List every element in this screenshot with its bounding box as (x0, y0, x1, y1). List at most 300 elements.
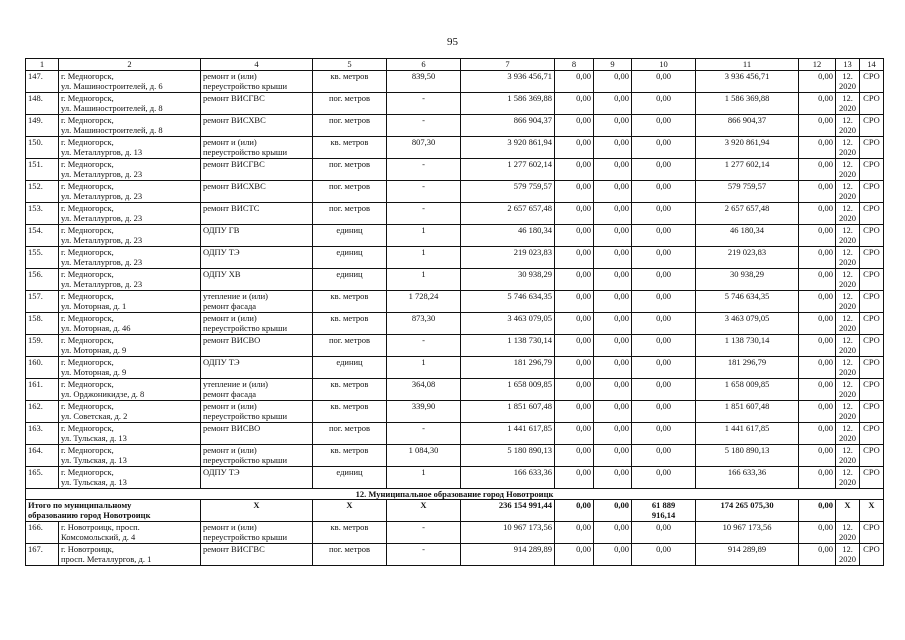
address-cell (59, 401, 201, 423)
row-number (26, 291, 59, 313)
address-cell-text: г. Медногорск, (61, 203, 114, 213)
total-cost-cell (461, 269, 555, 291)
row-number (26, 71, 59, 93)
amount-col9-cell (594, 467, 632, 489)
work-type-cell (201, 313, 313, 335)
address-cell-text: г. Медногорск, (61, 115, 114, 125)
amount-col12-cell (799, 225, 836, 247)
total-cost-cell-text: 1 277 602,14 (507, 159, 552, 169)
month-year-cell (836, 445, 860, 467)
quantity-cell (387, 225, 461, 247)
month-year-cell-text: 12. (842, 269, 853, 279)
row-number (26, 93, 59, 115)
amount-col11-cell (696, 247, 799, 269)
unit-cell-text: единиц (336, 467, 363, 477)
amount-col8-cell-text: 0,00 (576, 269, 591, 279)
work-type-cell (201, 423, 313, 445)
row-number-text: 149. (28, 115, 43, 125)
method-cell-text: СРО (863, 335, 880, 345)
quantity-cell-text: - (422, 181, 425, 191)
total-col9-text: 0,00 (614, 500, 629, 510)
address-cell-text: ул. Орджоникидзе, д. 8 (61, 389, 145, 399)
month-year-cell-text: 2020 (839, 213, 856, 223)
method-cell (860, 93, 884, 115)
month-year-cell-text: 2020 (839, 301, 856, 311)
amount-col8-cell-text: 0,00 (576, 401, 591, 411)
work-type-cell-text: переустройство крыши (203, 323, 288, 333)
month-year-cell (836, 181, 860, 203)
row-number-text: 164. (28, 445, 43, 455)
work-type-cell (201, 445, 313, 467)
work-type-cell-text: ремонт и (или) (203, 137, 257, 147)
row-number (26, 247, 59, 269)
column-number (860, 59, 884, 71)
table-row (26, 357, 884, 379)
work-type-cell-text: ОДПУ ХВ (203, 269, 241, 279)
amount-col8-cell-text: 0,00 (576, 467, 591, 477)
amount-col9-cell (594, 522, 632, 544)
method-cell (860, 357, 884, 379)
unit-cell-text: кв. метров (330, 379, 369, 389)
month-year-cell (836, 93, 860, 115)
amount-col11-cell-text: 866 904,37 (727, 115, 767, 125)
row-number-text: 163. (28, 423, 43, 433)
amount-col10-cell-text: 0,00 (656, 357, 671, 367)
work-type-cell-text: ремонт ВИСХВС (203, 181, 266, 191)
address-cell (59, 357, 201, 379)
total-label (26, 500, 201, 522)
column-number-text: 12 (812, 59, 822, 69)
total-cost-cell (461, 71, 555, 93)
work-type-cell-text: ремонт и (или) (203, 445, 257, 455)
amount-col12-cell-text: 0,00 (818, 181, 833, 191)
unit-cell (313, 137, 387, 159)
month-year-cell-text: 12. (842, 225, 853, 235)
work-type-cell (201, 93, 313, 115)
row-number-text: 167. (28, 544, 43, 554)
total-cost-cell-text: 181 296,79 (513, 357, 552, 367)
total-cost-cell (461, 357, 555, 379)
amount-col10-cell (632, 93, 696, 115)
quantity-cell-text: - (422, 544, 425, 554)
quantity-cell (387, 93, 461, 115)
work-type-cell (201, 522, 313, 544)
total-cost-cell-text: 3 463 079,05 (507, 313, 552, 323)
unit-cell-text: единиц (336, 269, 363, 279)
total-cost-cell-text: 3 920 861,94 (507, 137, 552, 147)
address-cell-text: г. Медногорск, (61, 181, 114, 191)
table-row (26, 522, 884, 544)
amount-col9-cell-text: 0,00 (614, 225, 629, 235)
table-row (26, 335, 884, 357)
unit-cell-text: пог. метров (328, 203, 371, 213)
quantity-cell (387, 137, 461, 159)
work-type-cell-text: ремонт ВИСХВС (203, 115, 266, 125)
amount-col9-cell (594, 291, 632, 313)
total-cost-cell (461, 467, 555, 489)
amount-col11-cell (696, 71, 799, 93)
method-cell (860, 225, 884, 247)
column-number (26, 59, 59, 71)
address-cell (59, 225, 201, 247)
amount-col11-cell (696, 291, 799, 313)
amount-col10-cell-text: 0,00 (656, 335, 671, 345)
method-cell (860, 544, 884, 566)
amount-col11-cell-text: 3 463 079,05 (724, 313, 770, 323)
column-number-text: 13 (843, 59, 852, 69)
amount-col9-cell-text: 0,00 (614, 335, 629, 345)
quantity-cell-text: 1 (421, 357, 426, 367)
quantity-cell (387, 467, 461, 489)
work-type-cell-text: ремонт фасада (203, 389, 257, 399)
page-number: 95 (447, 36, 458, 48)
quantity-cell-text: - (422, 423, 425, 433)
month-year-cell (836, 291, 860, 313)
amount-col12-cell (799, 379, 836, 401)
total-cost-cell (461, 159, 555, 181)
address-cell (59, 544, 201, 566)
unit-cell (313, 225, 387, 247)
address-cell-text: просп. Металлургов, д. 1 (61, 554, 152, 564)
amount-col8-cell-text: 0,00 (576, 313, 591, 323)
amount-col12-cell-text: 0,00 (818, 291, 833, 301)
unit-cell (313, 291, 387, 313)
month-year-cell-text: 12. (842, 247, 853, 257)
row-number-text: 161. (28, 379, 43, 389)
address-cell-text: ул. Металлургов, д. 23 (61, 235, 143, 245)
amount-col11-cell (696, 93, 799, 115)
amount-col11-cell (696, 313, 799, 335)
amount-col12-cell (799, 137, 836, 159)
address-cell (59, 269, 201, 291)
address-cell-text: г. Медногорск, (61, 247, 114, 257)
table-row (26, 313, 884, 335)
column-number-text: 5 (347, 59, 352, 69)
row-number-text: 166. (28, 522, 43, 532)
amount-col11-cell (696, 522, 799, 544)
method-cell-text: СРО (863, 93, 880, 103)
row-number (26, 401, 59, 423)
month-year-cell-text: 2020 (839, 257, 856, 267)
address-cell (59, 137, 201, 159)
month-year-cell (836, 247, 860, 269)
address-cell-text: ул. Моторная, д. 1 (61, 301, 127, 311)
method-cell (860, 115, 884, 137)
unit-cell-text: единиц (336, 247, 363, 257)
column-number (461, 59, 555, 71)
table-row (26, 247, 884, 269)
quantity-cell (387, 522, 461, 544)
work-type-cell (201, 544, 313, 566)
column-number (799, 59, 836, 71)
column-number-text: 7 (505, 59, 510, 69)
total-col11-text: 174 265 075,30 (720, 500, 774, 510)
row-number (26, 544, 59, 566)
total-col9 (594, 500, 632, 522)
total-label-text: образованию город Новотроицк (28, 510, 151, 520)
amount-col12-cell (799, 203, 836, 225)
amount-col11-cell-text: 181 296,79 (727, 357, 767, 367)
amount-col8-cell (555, 225, 594, 247)
unit-cell-text: пог. метров (328, 423, 371, 433)
method-cell (860, 71, 884, 93)
column-number (836, 59, 860, 71)
address-cell-text: г. Медногорск, (61, 313, 114, 323)
amount-col12-cell-text: 0,00 (818, 203, 833, 213)
amount-col8-cell (555, 115, 594, 137)
total-cost-cell (461, 291, 555, 313)
address-cell-text: ул. Тульская, д. 13 (61, 433, 127, 443)
amount-col8-cell (555, 93, 594, 115)
month-year-cell-text: 2020 (839, 279, 856, 289)
column-number (59, 59, 201, 71)
month-year-cell (836, 313, 860, 335)
method-cell-text: СРО (863, 401, 880, 411)
amount-col11-cell-text: 579 759,57 (727, 181, 767, 191)
amount-col8-cell (555, 313, 594, 335)
month-year-cell-text: 2020 (839, 103, 856, 113)
quantity-cell (387, 445, 461, 467)
amount-col9-cell (594, 181, 632, 203)
month-year-cell (836, 137, 860, 159)
work-type-cell (201, 137, 313, 159)
table-row (26, 379, 884, 401)
quantity-cell (387, 203, 461, 225)
row-number (26, 269, 59, 291)
amount-col10-cell-text: 0,00 (656, 291, 671, 301)
amount-col12-cell-text: 0,00 (818, 225, 833, 235)
work-type-cell (201, 379, 313, 401)
unit-cell (313, 71, 387, 93)
amount-col10-cell (632, 445, 696, 467)
amount-col10-cell-text: 0,00 (656, 225, 671, 235)
month-year-cell-text: 2020 (839, 147, 856, 157)
method-cell (860, 137, 884, 159)
amount-col11-cell-text: 10 967 173,56 (722, 522, 772, 532)
amount-col11-cell-text: 1 138 730,14 (724, 335, 770, 345)
section-title-text: 12. Муниципальное образование город Новотроицк (355, 489, 554, 499)
amount-col11-cell-text: 3 936 456,71 (724, 71, 770, 81)
amount-col12-cell (799, 291, 836, 313)
amount-col12-cell (799, 401, 836, 423)
amount-col9-cell-text: 0,00 (614, 445, 629, 455)
amount-col12-cell (799, 357, 836, 379)
unit-cell-text: единиц (336, 225, 363, 235)
amount-col9-cell-text: 0,00 (614, 71, 629, 81)
total-cost-cell-text: 2 657 657,48 (507, 203, 552, 213)
amount-col9-cell (594, 401, 632, 423)
method-cell-text: СРО (863, 379, 880, 389)
quantity-cell (387, 335, 461, 357)
row-number-text: 151. (28, 159, 43, 169)
work-type-cell (201, 335, 313, 357)
amount-col10-cell (632, 357, 696, 379)
quantity-cell (387, 401, 461, 423)
quantity-cell-text: - (422, 115, 425, 125)
work-type-cell (201, 247, 313, 269)
amount-col10-cell-text: 0,00 (656, 544, 671, 554)
amount-col11-cell-text: 2 657 657,48 (724, 203, 770, 213)
row-number-text: 150. (28, 137, 43, 147)
quantity-cell (387, 159, 461, 181)
address-cell-text: г. Медногорск, (61, 445, 114, 455)
amount-col11-cell-text: 5 180 890,13 (724, 445, 770, 455)
amount-col9-cell (594, 159, 632, 181)
month-year-cell-text: 2020 (839, 191, 856, 201)
work-type-cell (201, 115, 313, 137)
amount-col9-cell (594, 544, 632, 566)
amount-col9-cell-text: 0,00 (614, 137, 629, 147)
amount-col10-cell-text: 0,00 (656, 247, 671, 257)
amount-col9-cell-text: 0,00 (614, 401, 629, 411)
method-cell (860, 467, 884, 489)
amount-col9-cell-text: 0,00 (614, 247, 629, 257)
column-number-text: 11 (742, 59, 752, 69)
amount-col11-cell-text: 1 277 602,14 (724, 159, 770, 169)
amount-col8-cell-text: 0,00 (576, 93, 591, 103)
total-cost-cell (461, 445, 555, 467)
amount-col12-cell (799, 423, 836, 445)
total-x-col4-text: Х (253, 500, 260, 510)
quantity-cell-text: 339,90 (411, 401, 436, 411)
address-cell-text: ул. Машиностроителей, д. 8 (61, 125, 163, 135)
unit-cell-text: единиц (336, 357, 363, 367)
quantity-cell-text: 807,30 (411, 137, 436, 147)
method-cell-text: СРО (863, 544, 880, 554)
work-type-cell-text: переустройство крыши (203, 455, 288, 465)
address-cell (59, 181, 201, 203)
amount-col11-cell (696, 357, 799, 379)
unit-cell (313, 269, 387, 291)
row-number-text: 160. (28, 357, 43, 367)
quantity-cell-text: - (422, 203, 425, 213)
method-cell-text: СРО (863, 137, 880, 147)
work-type-cell-text: утепление и (или) (203, 379, 268, 389)
amount-col9-cell-text: 0,00 (614, 203, 629, 213)
quantity-cell-text: 364,08 (411, 379, 436, 389)
address-cell-text: ул. Моторная, д. 46 (61, 323, 131, 333)
total-cost-cell-text: 219 023,83 (513, 247, 552, 257)
total-cost-cell-text: 1 586 369,88 (507, 93, 552, 103)
address-cell-text: г. Медногорск, (61, 269, 114, 279)
amount-col12-cell (799, 115, 836, 137)
method-cell-text: СРО (863, 522, 880, 532)
month-year-cell-text: 12. (842, 423, 853, 433)
month-year-cell (836, 159, 860, 181)
amount-col11-cell-text: 1 658 009,85 (724, 379, 770, 389)
amount-col10-cell-text: 0,00 (656, 313, 671, 323)
table-body (26, 59, 884, 566)
total-col10-text: 61 889 (651, 500, 676, 510)
method-cell (860, 522, 884, 544)
amount-col12-cell (799, 181, 836, 203)
method-cell (860, 445, 884, 467)
table-row (26, 467, 884, 489)
month-year-cell (836, 544, 860, 566)
quantity-cell (387, 181, 461, 203)
row-number-text: 153. (28, 203, 43, 213)
amount-col10-cell (632, 522, 696, 544)
amount-col10-cell-text: 0,00 (656, 137, 671, 147)
amount-col11-cell (696, 203, 799, 225)
unit-cell-text: пог. метров (328, 335, 371, 345)
amount-col10-cell-text: 0,00 (656, 401, 671, 411)
quantity-cell (387, 313, 461, 335)
amount-col9-cell (594, 269, 632, 291)
month-year-cell-text: 2020 (839, 411, 856, 421)
month-year-cell-text: 12. (842, 93, 853, 103)
month-year-cell (836, 379, 860, 401)
total-cost-cell (461, 93, 555, 115)
amount-col11-cell (696, 445, 799, 467)
month-year-cell (836, 71, 860, 93)
amount-col9-cell-text: 0,00 (614, 159, 629, 169)
month-year-cell (836, 357, 860, 379)
month-year-cell-text: 2020 (839, 554, 856, 564)
month-year-cell-text: 12. (842, 291, 853, 301)
work-type-cell-text: переустройство крыши (203, 411, 288, 421)
unit-cell (313, 544, 387, 566)
unit-cell-text: кв. метров (330, 291, 369, 301)
work-type-cell-text: ОДПУ ТЭ (203, 357, 240, 367)
total-cost-cell-text: 1 851 607,48 (507, 401, 552, 411)
column-number (696, 59, 799, 71)
amount-col9-cell-text: 0,00 (614, 181, 629, 191)
amount-col9-cell-text: 0,00 (614, 423, 629, 433)
table-row (26, 291, 884, 313)
row-number-text: 162. (28, 401, 43, 411)
address-cell (59, 291, 201, 313)
address-cell-text: ул. Моторная, д. 9 (61, 345, 127, 355)
amount-col12-cell-text: 0,00 (818, 423, 833, 433)
unit-cell (313, 357, 387, 379)
unit-cell-text: пог. метров (328, 181, 371, 191)
amount-col8-cell (555, 181, 594, 203)
month-year-cell (836, 269, 860, 291)
amount-col11-cell (696, 159, 799, 181)
row-number (26, 445, 59, 467)
total-cost-cell-text: 166 633,36 (513, 467, 552, 477)
amount-col11-cell-text: 914 289,89 (727, 544, 767, 554)
unit-cell (313, 423, 387, 445)
unit-cell-text: кв. метров (330, 137, 369, 147)
unit-cell (313, 247, 387, 269)
work-type-cell-text: ремонт и (или) (203, 71, 257, 81)
amount-col8-cell (555, 269, 594, 291)
amount-col9-cell (594, 115, 632, 137)
column-number-text: 2 (127, 59, 132, 69)
total-cost-cell (461, 423, 555, 445)
quantity-cell (387, 247, 461, 269)
amount-col10-cell (632, 203, 696, 225)
amount-col12-cell-text: 0,00 (818, 467, 833, 477)
amount-col12-cell-text: 0,00 (818, 357, 833, 367)
amount-col9-cell (594, 247, 632, 269)
work-type-cell (201, 71, 313, 93)
amount-col9-cell (594, 423, 632, 445)
row-number (26, 379, 59, 401)
quantity-cell (387, 269, 461, 291)
total-cost-cell (461, 522, 555, 544)
column-number (632, 59, 696, 71)
amount-col11-cell-text: 166 633,36 (727, 467, 767, 477)
amount-col8-cell-text: 0,00 (576, 71, 591, 81)
total-cost-cell (461, 313, 555, 335)
address-cell (59, 159, 201, 181)
amount-col9-cell-text: 0,00 (614, 269, 629, 279)
total-cost-cell-text: 1 441 617,85 (507, 423, 552, 433)
row-number-text: 152. (28, 181, 43, 191)
